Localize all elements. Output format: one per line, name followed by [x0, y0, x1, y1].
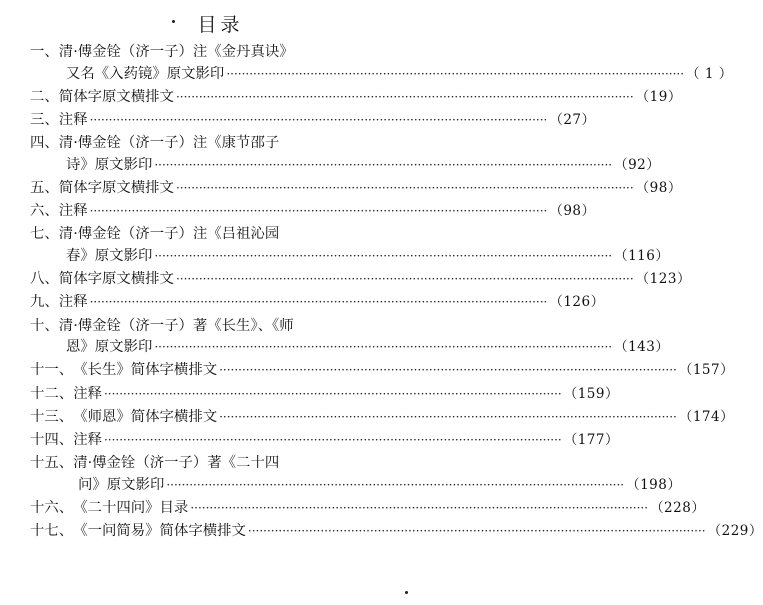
toc-line [30, 430, 619, 450]
toc-leader-dots: ························································································································ [154, 249, 613, 263]
toc-leader-dots: ························································································································ [175, 89, 634, 104]
toc-entry-number: 十六、 [30, 500, 74, 516]
toc-leader-dots: ························································································································ [166, 477, 625, 492]
toc-page-number: （157） [678, 362, 735, 379]
toc-line [30, 87, 682, 107]
toc-entry-title: 《一问简易》简体字横排文 [73, 523, 246, 540]
toc-leader-dots: ························································································································ [103, 433, 562, 447]
toc-page-number: （ 1 ） [686, 65, 733, 82]
toc-entry-title: 注释 [58, 112, 88, 128]
toc-line [30, 521, 763, 541]
toc-entry-number: 四、 [30, 135, 59, 152]
toc-entry-number: 十四、 [30, 432, 74, 448]
toc-entry-title: 春》原文影印 [66, 248, 153, 264]
toc-entry-number: 十五、 [30, 455, 74, 472]
toc-line [30, 384, 619, 404]
toc-entry-title: 注释 [58, 294, 88, 311]
toc-entry-number: 六、 [30, 203, 59, 220]
toc-entry-title: 《二十四问》目录 [73, 500, 189, 516]
toc-page-number: （159） [563, 385, 619, 402]
toc-leader-dots: ························································································································ [175, 181, 634, 195]
toc-line [30, 42, 294, 62]
toc-page-number: （143） [614, 339, 670, 356]
toc-leader-dots: ························································································································ [219, 409, 677, 424]
toc-page-number: （116） [614, 248, 670, 264]
toc-line [30, 360, 735, 380]
toc-line [30, 110, 596, 130]
toc-entry-title: 简体字原文横排文 [58, 88, 174, 105]
toc-page-number: （174） [678, 408, 735, 425]
toc-entry-number: 十二、 [30, 385, 74, 402]
toc-line [66, 155, 661, 175]
toc-entry-title: 注释 [58, 203, 88, 220]
toc-line [30, 498, 706, 518]
toc-entry-number: 十三、 [30, 408, 74, 425]
toc-entry-title: 清·傅金铨（济一子）著《二十四 [73, 455, 280, 472]
toc-line [30, 133, 279, 153]
toc-entry-number: 三、 [30, 112, 59, 128]
toc-entry-title: 注释 [73, 385, 102, 402]
toc-page-number: （228） [650, 500, 706, 516]
page-title: 目录 [197, 14, 244, 36]
toc-leader-dots: ························································································································ [175, 272, 634, 287]
toc-line [30, 407, 735, 427]
toc-entry-title: 清·傅金铨（济一子）注《金丹真诀》 [58, 44, 294, 60]
toc-page-number: （198） [626, 476, 682, 493]
toc-leader-dots: ························································································································ [89, 113, 548, 127]
toc-leader-dots: ························································································································ [154, 157, 613, 172]
toc-leader-dots: ························································································································ [89, 295, 548, 310]
toc-entry-title: 恩》原文影印 [66, 339, 153, 356]
toc-entry-title: 清·傅金铨（济一子）注《吕祖沁园 [58, 226, 280, 243]
toc-line [66, 64, 733, 84]
toc-entry-number: 八、 [30, 271, 59, 288]
toc-leader-dots: ························································································································ [226, 66, 685, 81]
toc-line [30, 453, 279, 473]
toc-entry-number: 一、 [30, 44, 59, 60]
toc-leader-dots: ························································································································ [89, 204, 548, 219]
toc-entry-title: 简体字原文横排文 [58, 180, 174, 196]
toc-line [78, 475, 682, 495]
toc-line [66, 337, 670, 357]
toc-line [30, 201, 596, 221]
toc-entry-title: 简体字原文横排文 [58, 271, 174, 288]
toc-line [30, 292, 605, 312]
toc-page-number: （126） [549, 294, 605, 311]
toc-entry-title: 清·傅金铨（济一子）著《长生》、《师 [58, 317, 294, 334]
toc-page-number: （19） [635, 88, 682, 105]
toc-leader-dots: ························································································································ [154, 340, 613, 355]
toc-page-number: （229） [707, 523, 763, 540]
toc-line [30, 316, 294, 336]
toc-page-number: （92） [614, 156, 661, 173]
toc-entry-number: 十一、 [30, 362, 74, 379]
toc-entry-title: 又名《入药镜》原文影印 [66, 65, 225, 82]
toc-entry-number: 二、 [30, 88, 59, 105]
toc-leader-dots: ························································································································ [103, 386, 562, 401]
toc-page-number: （98） [549, 203, 596, 220]
toc-entry-title: 注释 [73, 432, 102, 448]
toc-entry-number: 十七、 [30, 523, 74, 540]
toc-entry-title: 诗》原文影印 [66, 156, 153, 173]
toc-leader-dots: ························································································································ [219, 363, 677, 378]
toc-entry-title: 《长生》简体字横排文 [73, 362, 218, 379]
toc-line [30, 269, 691, 289]
toc-entry-number: 九、 [30, 294, 59, 311]
toc-page-number: （98） [635, 180, 682, 196]
toc-leader-dots: ························································································································ [190, 501, 649, 515]
toc-page-number: （177） [563, 432, 619, 448]
toc-line [66, 246, 670, 266]
toc-page-number: （123） [635, 271, 691, 288]
scan-speck [405, 591, 408, 594]
toc-leader-dots: ························································································································ [247, 524, 706, 539]
toc-line [30, 178, 682, 198]
toc-entry-title: 《师恩》简体字横排文 [73, 408, 218, 425]
toc-entry-title: 问》原文影印 [78, 476, 165, 493]
toc-entry-number: 七、 [30, 226, 59, 243]
toc-page-number: （27） [549, 112, 596, 128]
toc-entry-number: 十、 [30, 317, 59, 334]
toc-line [30, 224, 279, 244]
toc-entry-title: 清·傅金铨（济一子）注《康节邵子 [58, 135, 280, 152]
scan-speck [172, 20, 175, 23]
toc-entry-number: 五、 [30, 180, 59, 196]
